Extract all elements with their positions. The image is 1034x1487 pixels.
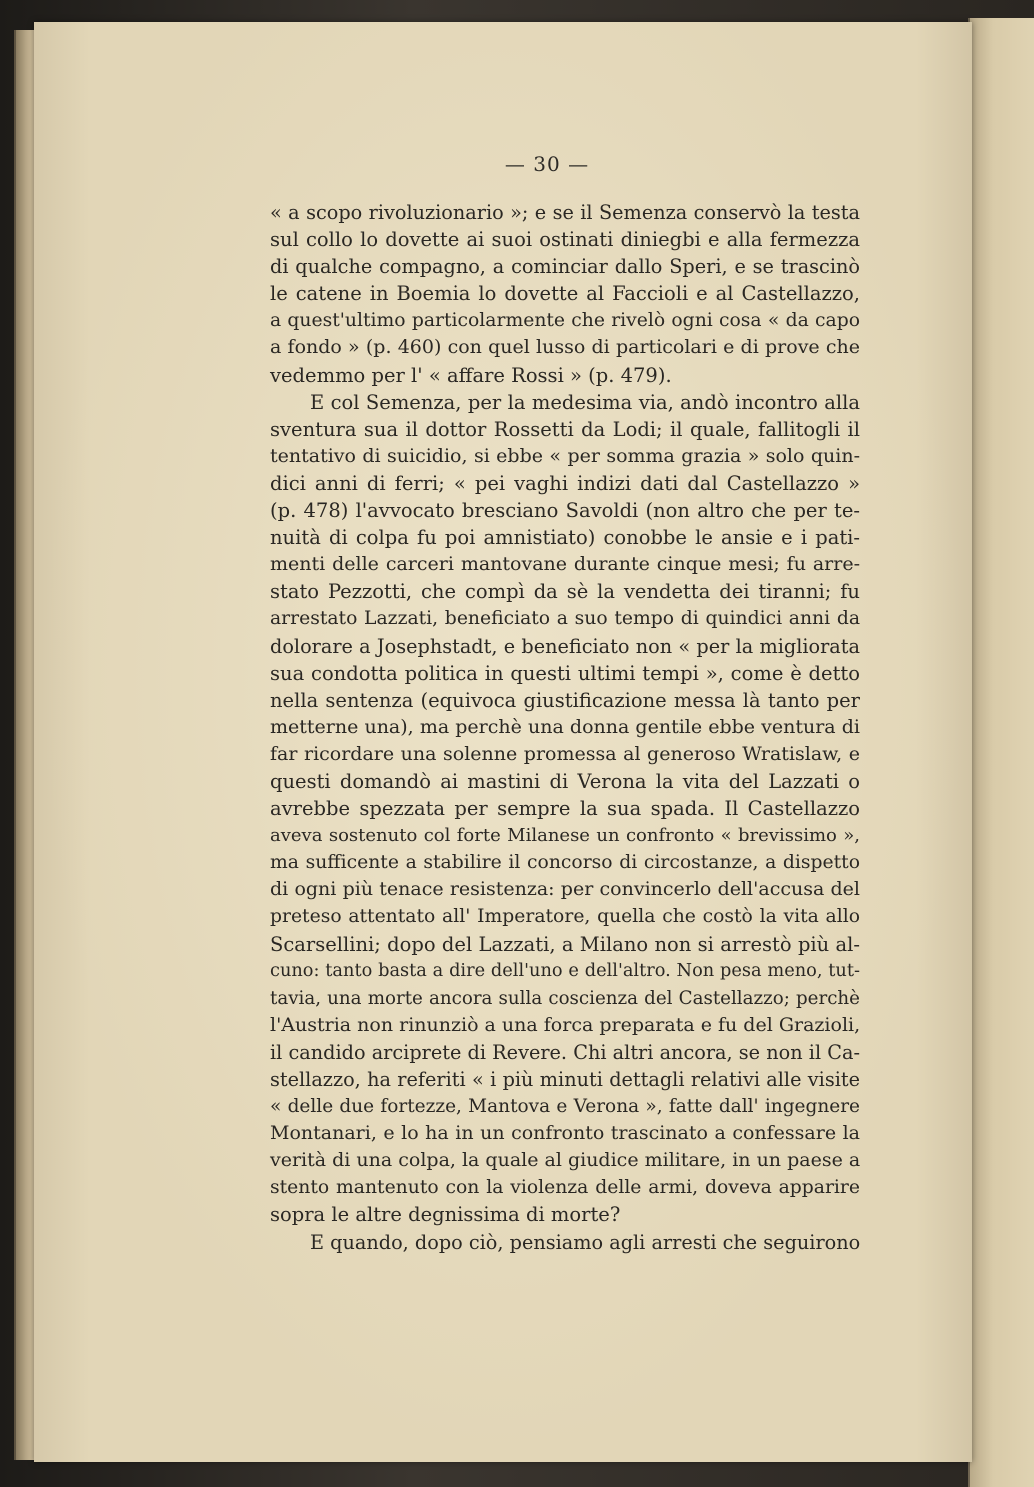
text-line: di ogni più tenace resistenza: per convincerlo dell'accusa del — [270, 878, 860, 901]
text-line: sua condotta politica in questi ultimi tempi », come è detto — [270, 661, 860, 685]
text-line: E quando, dopo ciò, pensiamo agli arresti che seguirono — [310, 1230, 861, 1254]
text-line: l'Austria non rinunziò a una forca preparata e fu del Grazioli, — [270, 1013, 861, 1036]
text-line: « a scopo rivoluzionario »; e se il Semenza conservò la testa — [270, 201, 860, 224]
text-line: ma sufficente a stabilire il concorso di circostanze, a dispetto — [270, 852, 860, 874]
text-line: dolorare a Josephstadt, e beneficiato non « per la migliorata — [270, 634, 860, 658]
text-line: arrestato Lazzati, beneficiato a suo tempo di quindici anni da — [270, 608, 860, 630]
text-line: (p. 478) l'avvocato bresciano Savoldi (non altro che per te- — [270, 499, 860, 523]
text-line: avrebbe spezzata per sempre la sua spada. Il Castellazzo — [270, 797, 860, 821]
text-line: E col Semenza, per la medesima via, andò incontro alla — [310, 390, 860, 414]
text-line: verità di una colpa, la quale al giudice militare, in un paese a — [270, 1149, 861, 1172]
text-line: stato Pezzotti, che compì da sè la vendetta dei tiranni; fu — [270, 580, 860, 604]
text-line: menti delle carceri mantovane durante cinque mesi; fu arre- — [270, 553, 860, 576]
text-line: questi domandò ai mastini di Verona la vita del Lazzati o — [270, 769, 860, 793]
body-text — [270, 199, 860, 1256]
text-line: cuno: tanto basta a dire dell'uno e dell'altro. Non pesa meno, tut- — [270, 960, 860, 981]
text-line: il candido arciprete di Revere. Chi altri ancora, se non il Ca- — [270, 1040, 860, 1064]
text-line: nuità di colpa fu poi amnistiato) conobbe le ansie e i pati- — [270, 526, 860, 550]
text-line: a fondo » (p. 460) con quel lusso di particolari e di prove che — [270, 336, 860, 359]
text-line: preteso attentato all' Imperatore, quella che costò la vita allo — [270, 906, 860, 928]
text-line: metterne una), ma perchè una donna gentile ebbe ventura di — [270, 715, 860, 738]
text-line: sul collo lo dovette ai suoi ostinati diniegbi e alla fermezza — [270, 228, 860, 252]
text-line: far ricordare una solenne promessa al generoso Wratislaw, e — [270, 742, 860, 765]
text-line: stellazzo, ha referiti « i più minuti dettagli relativi alle visite — [270, 1068, 860, 1091]
text-line: a quest'ultimo particolarmente che rivelò ogni cosa « da capo — [270, 310, 860, 332]
text-line: stento mantenuto con la violenza delle armi, doveva apparire — [270, 1177, 860, 1199]
text-line: sopra le altre degnissima di morte? — [270, 1203, 621, 1227]
text-line: aveva sostenuto col forte Milanese un confronto « brevissimo », — [270, 825, 860, 847]
text-line: nella sentenza (equivoca giustificazione messa là tanto per — [270, 688, 860, 712]
text-line: vedemmo per l' « affare Rossi » (p. 479). — [270, 363, 672, 387]
text-line: sventura sua il dottor Rossetti da Lodi; il quale, fallitogli il — [270, 417, 860, 441]
text-line: dici anni di ferri; « pei vaghi indizi dati dal Castellazzo » — [270, 471, 860, 495]
text-line: tentativo di suicidio, si ebbe « per somma grazia » solo quin- — [270, 444, 860, 467]
text-line: di qualche compagno, a cominciar dallo Speri, e se trascinò — [270, 255, 860, 279]
text-line: Scarsellini; dopo del Lazzati, a Milano non si arrestò più al- — [270, 932, 860, 956]
right-page-edge — [968, 18, 1034, 1487]
text-line: tavia, una morte ancora sulla coscienza del Castellazzo; perchè — [270, 987, 860, 1009]
text-line: le catene in Boemia lo dovette al Faccioli e al Castellazzo, — [270, 282, 860, 306]
text-line: Montanari, e lo ha in un confronto trascinato a confessare la — [270, 1122, 860, 1145]
page-number: — 30 — — [504, 152, 590, 176]
text-line: « delle due fortezze, Mantova e Verona », fatte dall' ingegnere — [270, 1096, 860, 1118]
